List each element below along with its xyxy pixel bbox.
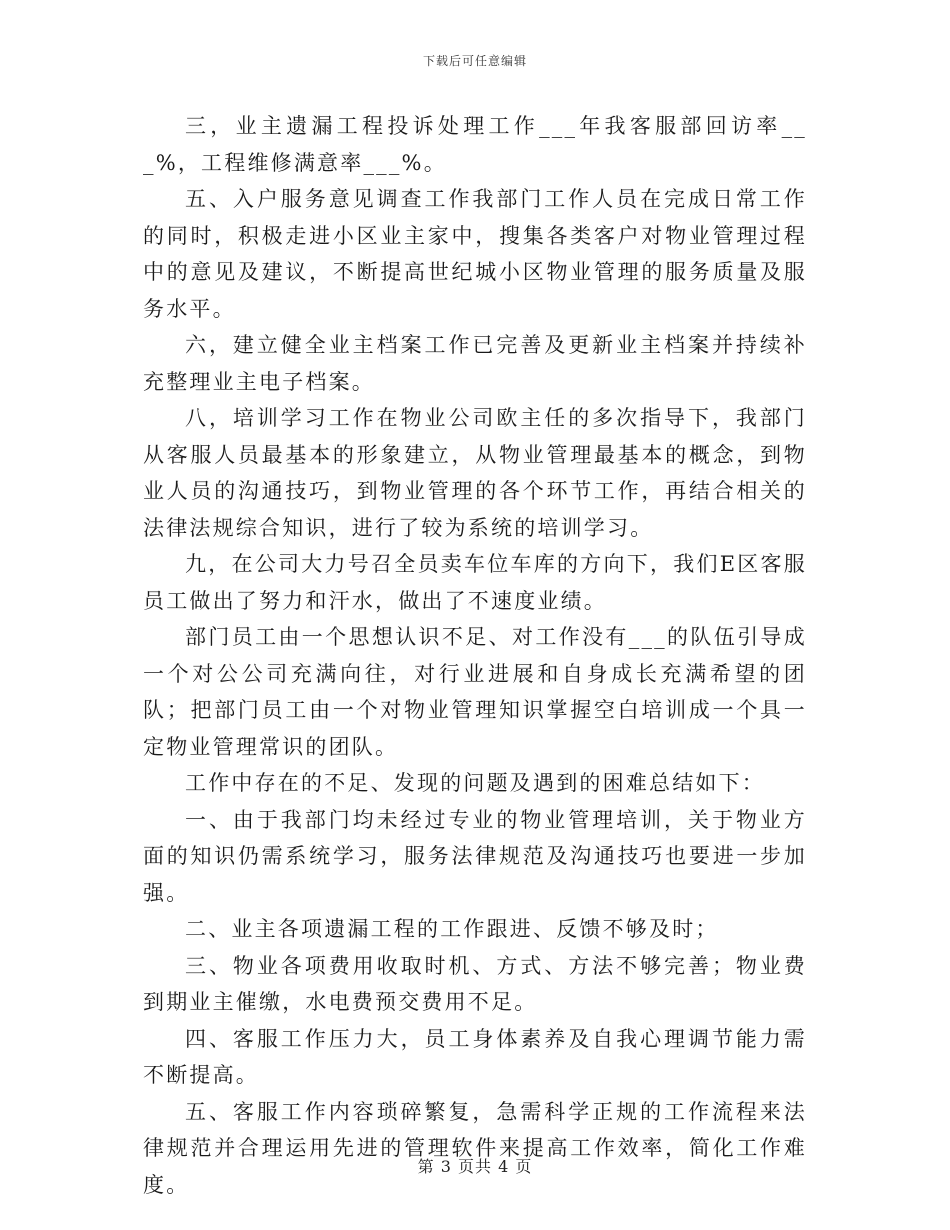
paragraph: 四、客服工作压力大，员工身体素养及自我心理调节能力需不断提高。	[143, 1026, 807, 1087]
paragraph: 八，培训学习工作在物业公司欧主任的多次指导下，我部门从客服人员最基本的形象建立，从物业管理最基本的概念，到物业人员的沟通技巧，到物业管理的各个环节工作，再结合相关的法律法规综合知识，进行了较为系统的培训学习。	[143, 406, 807, 540]
paragraph: 三、物业各项费用收取时机、方式、方法不够完善；物业费到期业主催缴，水电费预交费用不足。	[143, 953, 807, 1014]
paragraph: 五、入户服务意见调查工作我部门工作人员在完成日常工作的同时，积极走进小区业主家中，搜集各类客户对物业管理过程中的意见及建议，不断提高世纪城小区物业管理的服务质量及服务水平。	[143, 187, 807, 321]
page-header-note: 下载后可任意编辑	[422, 54, 527, 68]
paragraph: 一、由于我部门均未经过专业的物业管理培训，关于物业方面的知识仍需系统学习，服务法律规范及沟通技巧也要进一步加强。	[143, 807, 807, 905]
paragraph: 九，在公司大力号召全员卖车位车库的方向下，我们E区客服员工做出了努力和汗水，做出了不速度业绩。	[143, 552, 807, 613]
page-number: 第 3 页共 4 页	[417, 1157, 533, 1176]
paragraph: 二、业主各项遗漏工程的工作跟进、反馈不够及时；	[185, 917, 719, 941]
paragraph: 工作中存在的不足、发现的问题及遇到的困难总结如下：	[185, 771, 765, 795]
paragraph: 部门员工由一个思想认识不足、对工作没有___的队伍引导成一个对公公司充满向往，对行业进展和自身成长充满希望的团队；把部门员工由一个对物业管理知识掌握空白培训成一个具一定物业管理常识的团队。	[143, 625, 807, 759]
paragraph: 六，建立健全业主档案工作已完善及更新业主档案并持续补充整理业主电子档案。	[143, 333, 807, 394]
document-body	[143, 108, 807, 1203]
paragraph: 五、客服工作内容琐碎繁复，急需科学正规的工作流程来法律规范并合理运用先进的管理软件来提高工作效率，简化工作难度。	[143, 1099, 807, 1197]
paragraph: 三，业主遗漏工程投诉处理工作___年我客服部回访率___%，工程维修满意率___%。	[143, 114, 807, 175]
